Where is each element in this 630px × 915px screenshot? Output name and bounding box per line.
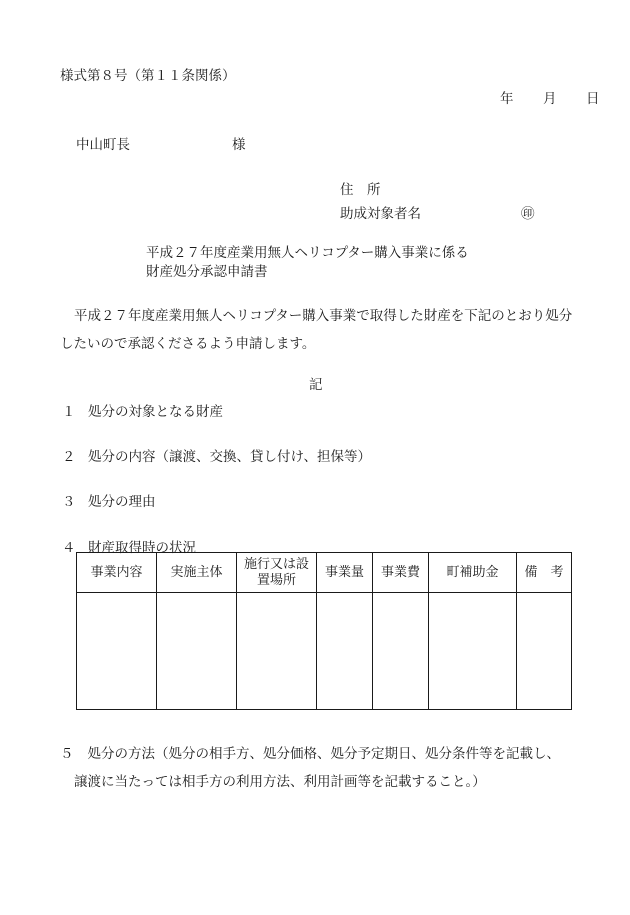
table-cell xyxy=(373,593,429,710)
header-town-subsidy: 町補助金 xyxy=(429,553,517,593)
item-text: 財産取得時の状況 xyxy=(88,540,196,556)
item-number: ４ xyxy=(62,540,76,556)
document-title-line1: 平成２７年度産業用無人ヘリコプター購入事業に係る xyxy=(146,245,469,261)
ki-heading: 記 xyxy=(309,377,323,393)
item-text: 処分の対象となる財産 xyxy=(88,404,223,420)
header-implementing-body: 実施主体 xyxy=(157,553,237,593)
table-cell xyxy=(157,593,237,710)
table-cell xyxy=(317,593,373,710)
item-number: ３ xyxy=(62,494,76,510)
table-cell xyxy=(429,593,517,710)
document-title-line2: 財産処分承認申請書 xyxy=(146,264,268,280)
header-project-cost: 事業費 xyxy=(373,553,429,593)
header-project-content: 事業内容 xyxy=(77,553,157,593)
item-5 xyxy=(60,740,575,796)
item-text-line2: 譲渡に当たっては相手方の利用方法、利用計画等を記載すること。） xyxy=(74,774,486,790)
item-number: １ xyxy=(62,404,76,420)
acquisition-status-table xyxy=(76,552,572,710)
form-number-label: 様式第８号（第１１条関係） xyxy=(60,68,236,84)
header-location: 施行又は設置場所 xyxy=(237,553,317,593)
addressee-honorific: 様 xyxy=(232,137,246,153)
item-text: 処分の内容（譲渡、交換、貸し付け、担保等） xyxy=(88,449,371,465)
item-text-line1: 処分の方法（処分の相手方、処分価格、処分予定期日、処分条件等を記載し、 xyxy=(87,746,560,762)
item-number: ５ xyxy=(60,746,74,762)
application-body-text: 平成２７年度産業用無人ヘリコプター購入事業で取得した財産を下記のとおり処分したいので承認くださるよう申請します。 xyxy=(60,308,573,352)
table-cell xyxy=(77,593,157,710)
item-number: ２ xyxy=(62,449,76,465)
address-label: 住 所 xyxy=(340,182,381,198)
header-remarks: 備 考 xyxy=(517,553,572,593)
table-row xyxy=(77,593,572,710)
seal-icon: ㊞ xyxy=(521,206,535,222)
table-header-row xyxy=(77,553,572,593)
applicant-name-label: 助成対象者名 xyxy=(340,206,421,222)
item-text: 処分の理由 xyxy=(88,494,156,510)
table-cell xyxy=(517,593,572,710)
table-cell xyxy=(237,593,317,710)
header-project-volume: 事業量 xyxy=(317,553,373,593)
date-line: 年 月 日 xyxy=(500,91,608,107)
addressee-name: 中山町長 xyxy=(76,137,130,153)
